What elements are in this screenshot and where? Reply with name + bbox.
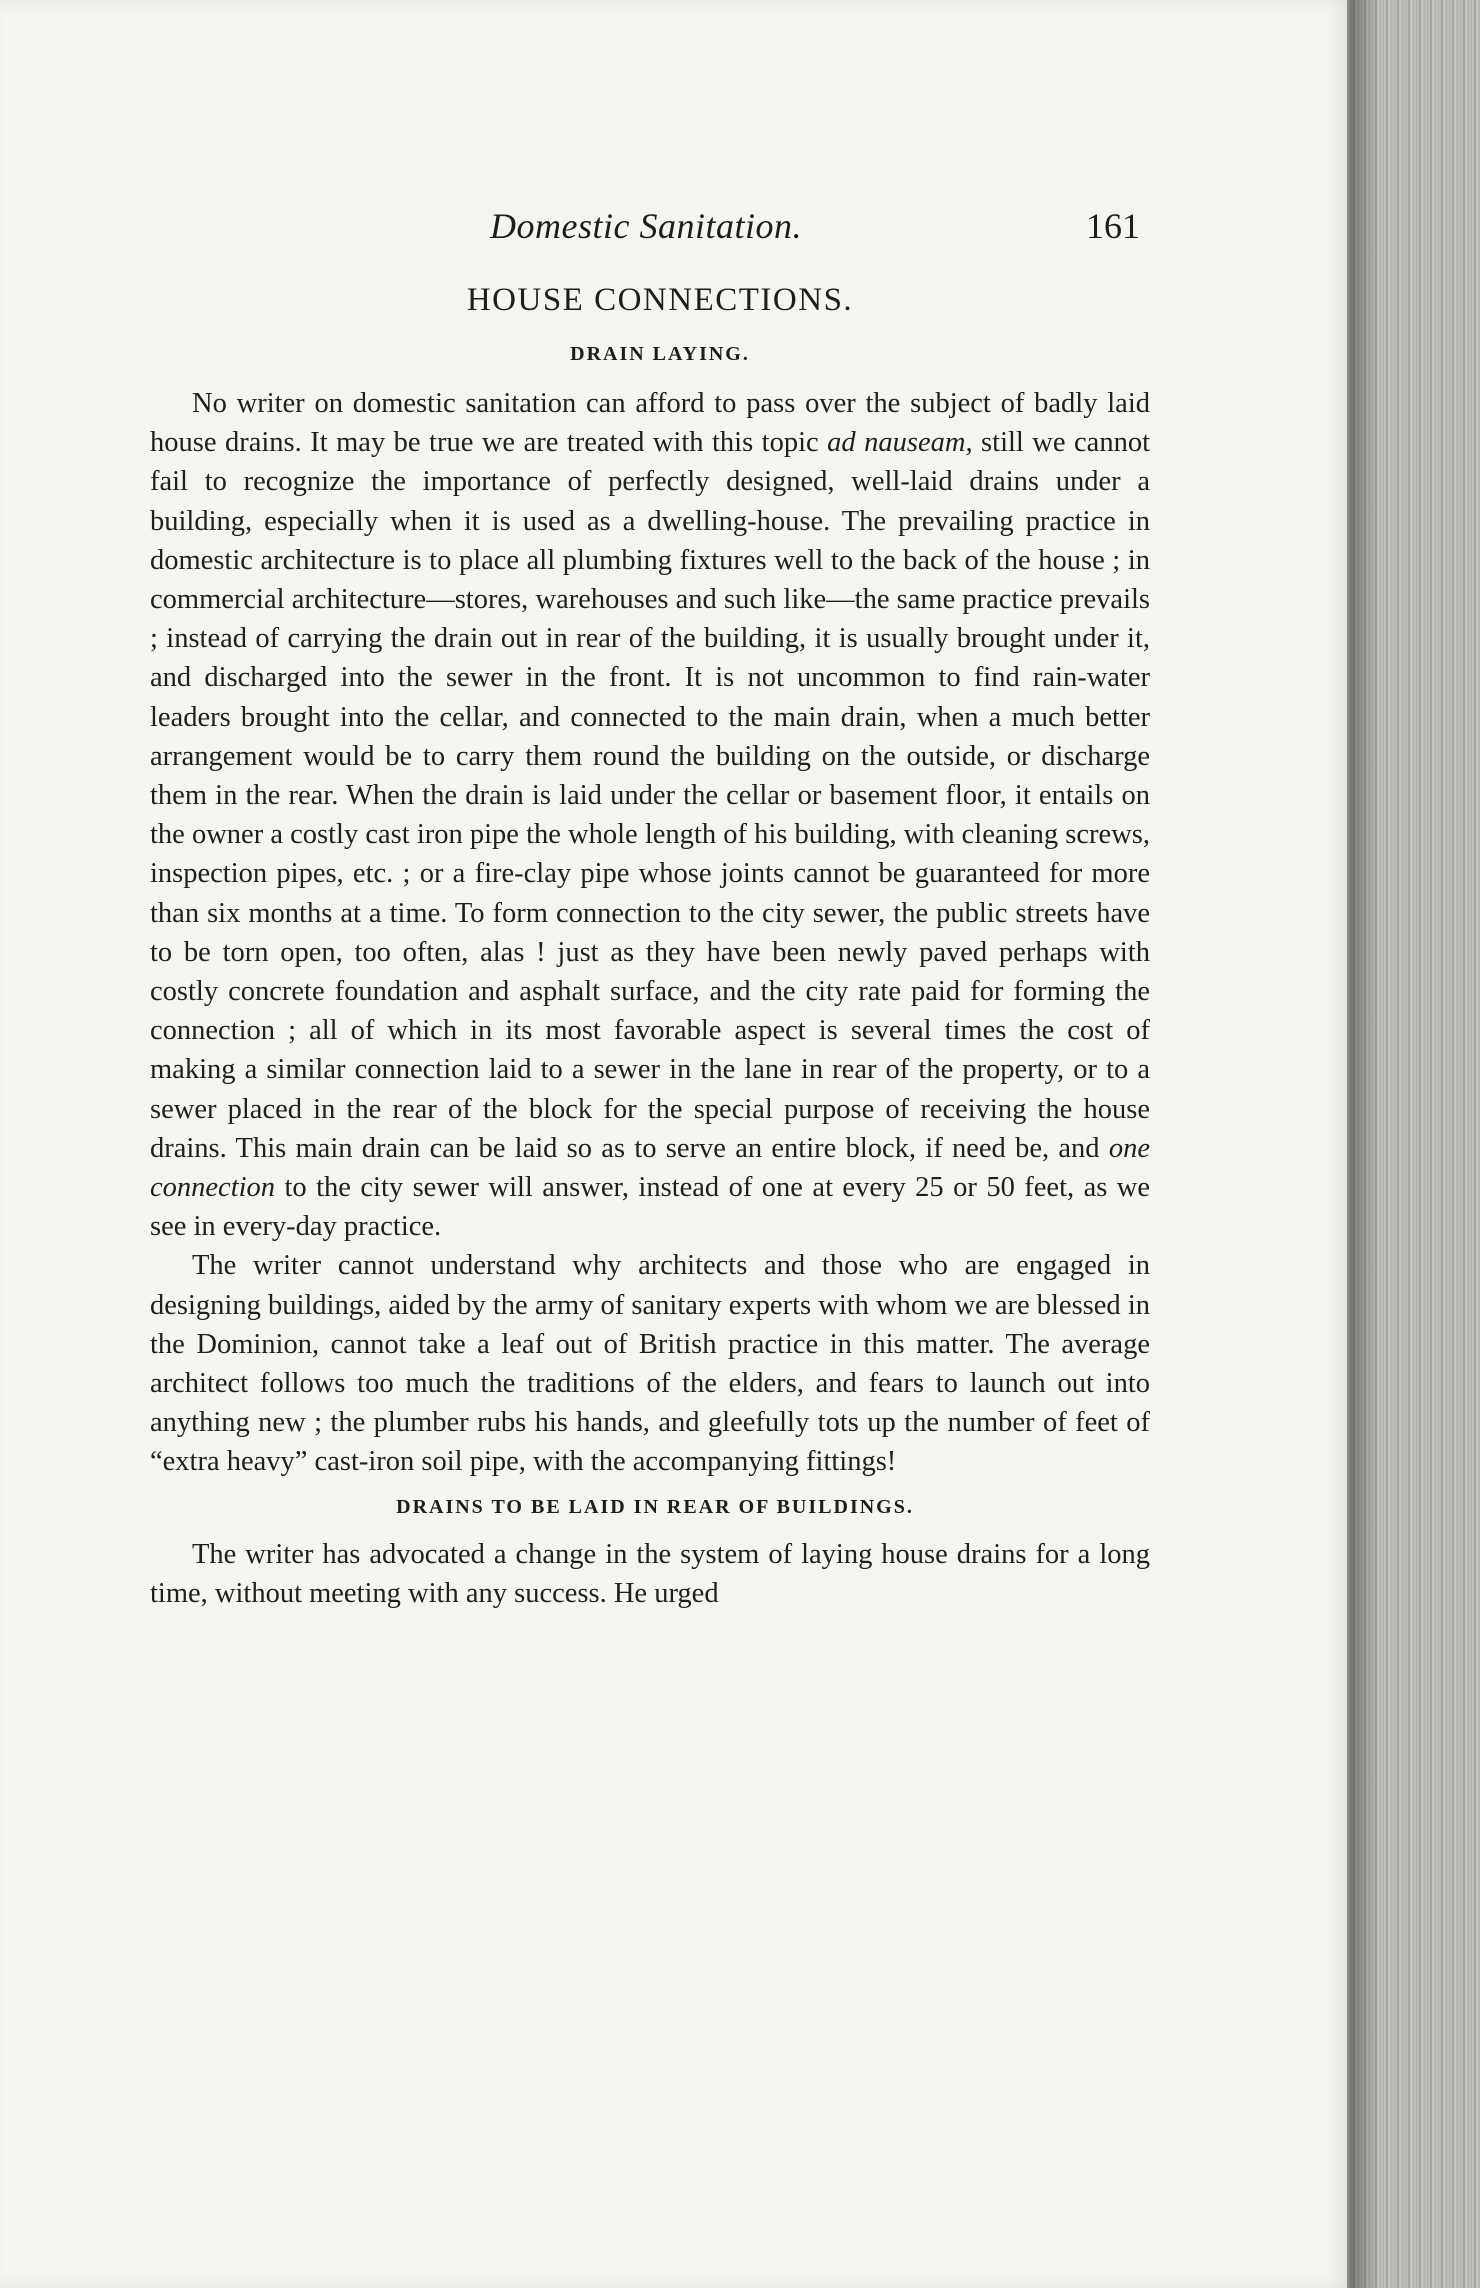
running-head-title: Domestic Sanitation. — [490, 206, 802, 246]
chapter-title: HOUSE CONNECTIONS. — [466, 282, 854, 318]
italic-phrase: ad nauseam, — [827, 427, 973, 459]
section-heading-drain-laying: DRAIN LAYING. — [570, 343, 750, 365]
running-head — [150, 205, 1140, 265]
italic-phrase: one connection — [150, 1132, 1150, 1204]
page-number: 161 — [1086, 206, 1140, 246]
paragraph: No writer on domestic sanitation can afford to pass over the subject of badly laid house drains. It may be true we are treated with this topic ad nauseam, still we cannot fail to recognize the importance of perfectly designed, well-laid drains under a building, especially when it is used as a dwelling-house. The prevailing practice in domestic architecture is to place all plumbing fixtures well to the back of the house ; in commercial architecture—stores, warehouses and such like—the same practice prevails ; instead of carrying the drain out in rear of the building, it is usually brought under it, and discharged into the sewer in the front. It is not uncommon to find rain-water leaders brought into the cellar, and connected to the main drain, when a much better arrangement would be to carry them round the building on the outside, or discharge them in the rear. When the drain is laid under the cellar or basement floor, it entails on the owner a costly cast iron pipe the whole length of his building, with cleaning screws, inspection pipes, etc. ; or a fire-clay pipe whose joints cannot be guaranteed for more than six months at a time. To form connection to the city sewer, the public streets have to be torn open, too often, alas ! just as they have been newly paved perhaps with costly concrete foundation and asphalt surface, and the city rate paid for forming the connection ; all of which in its most favorable aspect is several times the cost of making a similar connection laid to a sewer in the lane in rear of the property, or to a sewer placed in the rear of the block for the special purpose of receiving the house drains. This main drain can be laid so as to serve an entire block, if need be, and one connection to the city sewer will answer, instead of one at every 25 or 50 feet, as we see in every-day practice. — [150, 388, 1150, 1243]
paragraph: The writer cannot understand why architects and those who are engaged in designing buildings, aided by the army of sanitary experts with whom we are blessed in the Dominion, cannot take a leaf out of British practice in this matter. The average architect follows too much the traditions of the elders, and fears to launch out into anything new ; the plumber rubs his hands, and gleefully tots up the number of feet of “extra heavy” cast-iron soil pipe, with the accompanying fittings! — [150, 1250, 1150, 1478]
book-page-edges — [1347, 0, 1480, 2288]
section-heading-drains-rear: DRAINS TO BE LAID IN REAR OF BUILDINGS. — [396, 1495, 914, 1518]
body-text — [150, 384, 1150, 1613]
gutter-shadow — [1350, 0, 1380, 2288]
paragraph: The writer has advocated a change in the system of laying house drains for a long time, without meeting with any success. He urged — [150, 1538, 1150, 1610]
